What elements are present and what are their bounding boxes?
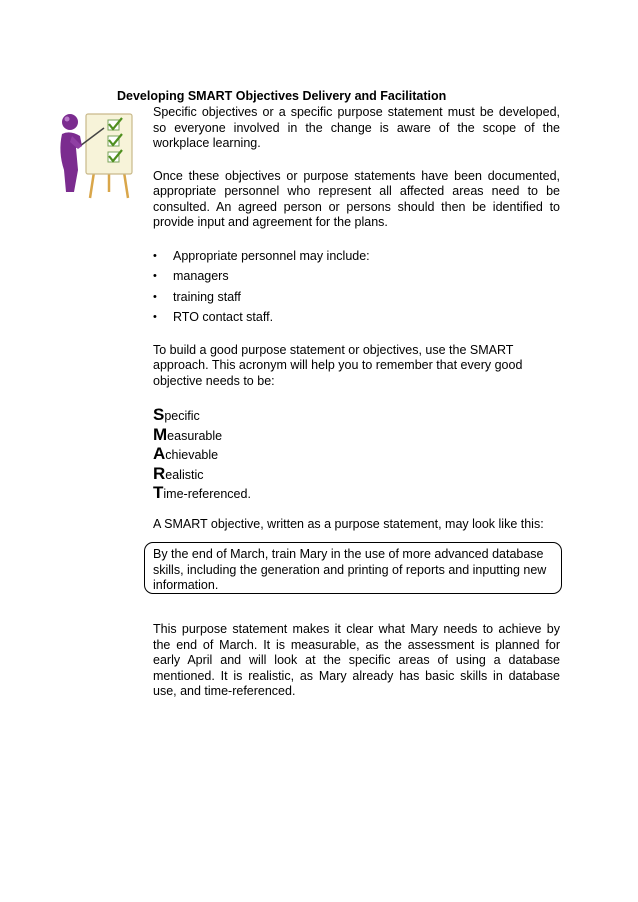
bullet-icon: • <box>153 270 157 282</box>
smart-word: ealistic <box>165 467 204 482</box>
list-item <box>153 290 560 306</box>
smart-word: easurable <box>167 428 223 443</box>
example-intro-paragraph: A SMART objective, written as a purpose statement, may look like this: <box>153 516 544 531</box>
consult-paragraph: Once these objectives or purpose statements have been documented, appropriate personnel who represent all affected areas need to be consulted. An agreed person or persons should then be identified to provide input and agreement for the plans. <box>153 168 560 229</box>
approach-paragraph: To build a good purpose statement or objectives, use the SMART approach. This acronym will help you to remember that every good objective needs to be: <box>153 342 523 388</box>
smart-acronym-list <box>153 405 560 503</box>
list-item-text: managers <box>173 269 229 283</box>
example-objective-box <box>144 542 562 594</box>
conclusion-paragraph: This purpose statement makes it clear what Mary needs to achieve by the end of March. It is measurable, as the assessment is planned for early April and will look at the specific areas of using a database mentioned. It is realistic, as Mary already has basic skills in database use, and time-referenced. <box>153 622 560 698</box>
list-item-text: Appropriate personnel may include: <box>173 248 370 263</box>
smart-item <box>153 444 560 464</box>
list-item-text: RTO contact staff. <box>173 310 274 324</box>
personnel-list <box>153 249 560 326</box>
content-column <box>153 105 560 700</box>
bullet-icon: • <box>153 249 157 262</box>
smart-word: ime-referenced. <box>163 487 251 501</box>
smart-word: pecific <box>164 409 200 423</box>
list-item <box>153 269 560 285</box>
page-title: Developing SMART Objectives Delivery and Facilitation <box>117 89 447 103</box>
smart-letter: A <box>153 444 166 463</box>
smart-letter: T <box>153 483 164 502</box>
list-item <box>153 249 560 265</box>
intro-paragraph: Specific objectives or a specific purpose statement must be developed, so everyone involved in the change is aware of the scope of the workplace learning. <box>153 105 560 150</box>
smart-letter: S <box>153 405 165 424</box>
smart-item <box>153 425 560 445</box>
smart-item <box>153 483 560 503</box>
list-item-text: training staff <box>173 289 241 304</box>
list-item <box>153 310 560 326</box>
bullet-icon: • <box>153 311 157 323</box>
smart-letter: R <box>153 463 166 483</box>
smart-item <box>153 405 560 425</box>
smart-letter: M <box>153 424 168 444</box>
bullet-icon: • <box>153 290 157 303</box>
smart-item <box>153 464 560 484</box>
presenter-with-checklist-icon <box>56 112 136 202</box>
smart-word: chievable <box>165 448 219 462</box>
example-objective-text: By the end of March, train Mary in the use of more advanced database skills, including the generation and printing of reports and inputting new information. <box>153 547 547 592</box>
